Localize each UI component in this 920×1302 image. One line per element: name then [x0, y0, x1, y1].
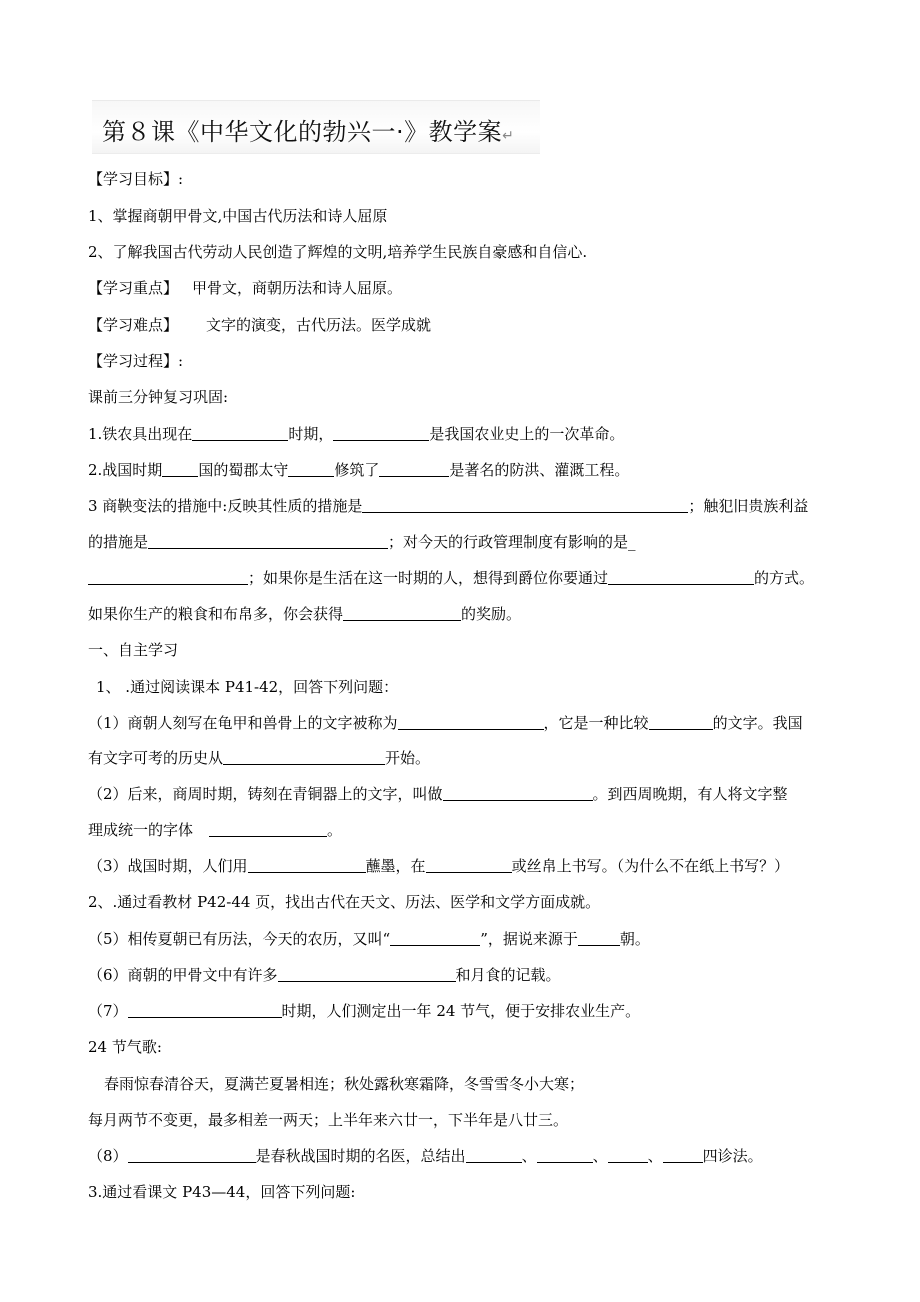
- section-1-heading: 一、自主学习: [88, 641, 179, 659]
- key-points-text: 甲骨文，商朝历法和诗人屈原。: [192, 279, 403, 297]
- question-5: [88, 929, 650, 949]
- worksheet-title: [102, 112, 514, 147]
- review-question-3-line-3: [88, 568, 814, 588]
- answer-blank[interactable]: [88, 568, 248, 585]
- question-text: 时期，人们测定出一年 24 节气，便于安排农业生产。: [281, 1002, 641, 1020]
- review-heading: 课前三分钟复习巩固:: [88, 388, 229, 406]
- question-text: ”，据说来源于: [480, 930, 578, 948]
- answer-blank[interactable]: [288, 460, 334, 477]
- answer-blank[interactable]: [162, 460, 198, 477]
- question-text: 蘸墨，在: [365, 857, 426, 875]
- question-1-line-2: [88, 748, 430, 768]
- question-text: ；如果你是生活在这一时期的人，想得到爵位你要通过: [248, 569, 609, 587]
- task-1: 1、 .通过阅读课本 P41-42，回答下列问题：: [96, 678, 399, 696]
- question-text: （2）后来，商周时期，铸刻在青铜器上的文字，叫做: [88, 785, 443, 803]
- answer-blank[interactable]: [148, 532, 388, 549]
- question-text: 是我国农业史上的一次革命。: [429, 425, 625, 443]
- answer-blank[interactable]: [663, 1146, 703, 1163]
- question-text: 、: [647, 1147, 663, 1165]
- objective-2: 2、了解我国古代劳动人民创造了辉煌的文明,培养学生民族自豪感和自信心.: [88, 243, 588, 261]
- question-text: 3 商鞅变法的措施中:反映其性质的措施是: [88, 497, 363, 515]
- song-heading: 24 节气歌:: [88, 1038, 162, 1056]
- question-text: 的措施是: [88, 533, 149, 551]
- question-2-line-2: [88, 820, 342, 840]
- question-text: （6）商朝的甲骨文中有许多: [88, 966, 278, 984]
- question-text: 如果你生产的粮食和布帛多，你会获得: [88, 605, 344, 623]
- question-text: 朝。: [619, 930, 650, 948]
- question-text: 有文字可考的历史从: [88, 749, 224, 767]
- question-text: 。到西周晚期，有人将文字整: [592, 785, 788, 803]
- question-text: ；对今天的行政管理制度有影响的是_: [388, 533, 636, 551]
- answer-blank[interactable]: [649, 713, 713, 730]
- question-text: ，它是一种比较: [543, 714, 649, 732]
- answer-blank[interactable]: [362, 496, 688, 513]
- question-text: 四诊法。: [702, 1147, 763, 1165]
- question-text: ；触犯旧贵族利益: [688, 497, 809, 515]
- question-text: 修筑了: [334, 461, 380, 479]
- review-question-3-line-1: [88, 496, 808, 516]
- question-text: 的方式。: [754, 569, 815, 587]
- answer-blank[interactable]: [209, 820, 327, 837]
- answer-blank[interactable]: [248, 856, 366, 873]
- review-question-3-line-4: [88, 604, 521, 624]
- difficulties: [88, 315, 431, 335]
- question-text: 、: [521, 1147, 537, 1165]
- title-text: 第８课《中华文化的勃兴一·》教学案: [102, 118, 503, 146]
- answer-blank[interactable]: [537, 1146, 593, 1163]
- question-text: （5）相传夏朝已有历法，今天的农历，又叫“: [88, 930, 391, 948]
- answer-blank[interactable]: [398, 713, 544, 730]
- question-text: 的奖励。: [461, 605, 522, 623]
- question-text: 开始。: [385, 749, 431, 767]
- review-question-1: [88, 424, 624, 444]
- question-text: （7）: [88, 1002, 128, 1020]
- question-6: [88, 965, 561, 985]
- question-8: [88, 1146, 763, 1166]
- process-heading: 【学习过程】:: [88, 352, 184, 370]
- question-text: 1.铁农具出现在: [88, 425, 193, 443]
- answer-blank[interactable]: [192, 424, 288, 441]
- question-text: 是著名的防洪、灌溉工程。: [449, 461, 630, 479]
- answer-blank[interactable]: [390, 929, 480, 946]
- question-text: 或丝帛上书写。（为什么不在纸上书写？）: [511, 857, 790, 875]
- question-3: [88, 856, 789, 876]
- question-text: 、: [592, 1147, 608, 1165]
- question-text: 理成统一的字体: [88, 821, 194, 839]
- song-line-1: 春雨惊春清谷天，夏满芒夏暑相连；秋处露秋寒霜降，冬雪雪冬小大寒；: [104, 1075, 585, 1093]
- answer-blank[interactable]: [466, 1146, 522, 1163]
- question-text: 时期，: [288, 425, 334, 443]
- task-3: 3.通过看课文 P43—44，回答下列问题:: [88, 1183, 356, 1201]
- answer-blank[interactable]: [578, 929, 620, 946]
- question-text: 是春秋战国时期的名医，总结出: [255, 1147, 466, 1165]
- review-question-3-line-2: [88, 532, 636, 552]
- answer-blank[interactable]: [333, 424, 429, 441]
- song-line-2: 每月两节不变更，最多相差一两天；上半年来六廿一，下半年是八廿三。: [88, 1111, 569, 1129]
- answer-blank[interactable]: [608, 568, 754, 585]
- key-points-label: 【学习重点】: [88, 279, 179, 297]
- objectives-heading: 【学习目标】:: [88, 170, 184, 188]
- review-question-2: [88, 460, 629, 480]
- answer-blank[interactable]: [443, 784, 593, 801]
- question-text: （8）: [88, 1147, 128, 1165]
- answer-blank[interactable]: [426, 856, 512, 873]
- paragraph-mark-icon: ↵: [502, 128, 515, 144]
- objective-1: 1、掌握商朝甲骨文,中国古代历法和诗人屈原: [88, 207, 388, 225]
- question-text: （3）战国时期，人们用: [88, 857, 248, 875]
- question-2-line-1: [88, 784, 788, 804]
- task-2: 2、.通过看教材 P42-44 页，找出古代在天文、历法、医学和文学方面成就。: [88, 893, 601, 911]
- answer-blank[interactable]: [223, 748, 385, 765]
- answer-blank[interactable]: [278, 965, 456, 982]
- question-text: 。: [327, 821, 343, 839]
- answer-blank[interactable]: [128, 1001, 282, 1018]
- answer-blank[interactable]: [379, 460, 449, 477]
- question-7: [88, 1001, 640, 1021]
- answer-blank[interactable]: [608, 1146, 648, 1163]
- difficulties-text: 文字的演变，古代历法。医学成就: [206, 316, 432, 334]
- question-text: 和月食的记载。: [455, 966, 561, 984]
- question-text: （1）商朝人刻写在龟甲和兽骨上的文字被称为: [88, 714, 398, 732]
- question-text: 2.战国时期: [88, 461, 163, 479]
- difficulties-label: 【学习难点】: [88, 316, 179, 334]
- question-1-line-1: [88, 713, 803, 733]
- question-text: 国的蜀郡太守: [198, 461, 289, 479]
- question-text: 的文字。我国: [712, 714, 803, 732]
- answer-blank[interactable]: [128, 1146, 256, 1163]
- key-points: [88, 278, 402, 298]
- answer-blank[interactable]: [343, 604, 461, 621]
